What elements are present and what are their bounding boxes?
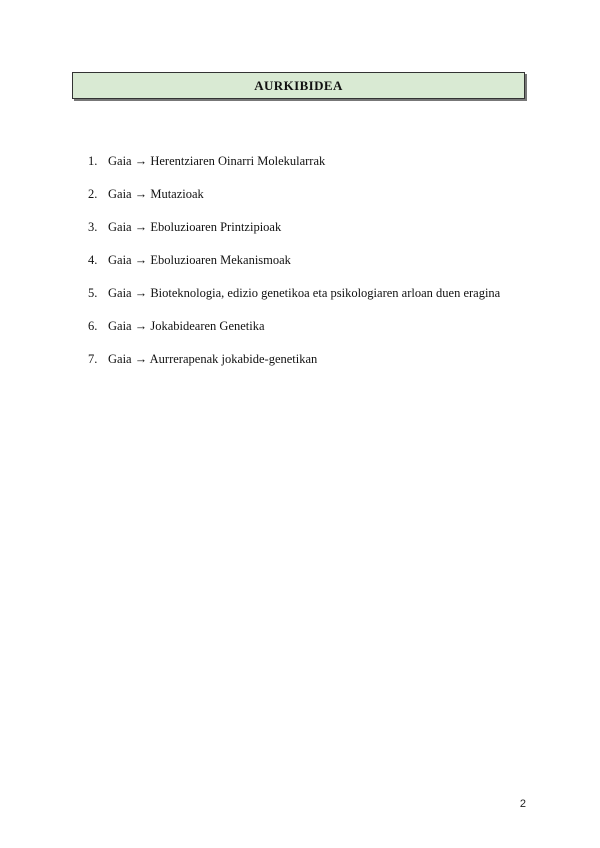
page-title: AURKIBIDEA bbox=[254, 77, 343, 93]
table-of-contents bbox=[88, 145, 558, 376]
toc-item-number: 1. bbox=[88, 154, 98, 168]
toc-item[interactable] bbox=[88, 244, 558, 277]
toc-item-number: 3. bbox=[88, 220, 98, 234]
toc-item[interactable] bbox=[88, 343, 558, 376]
toc-item-text: Gaia → Herentziaren Oinarri Molekularrak bbox=[108, 154, 326, 168]
toc-item-number: 5. bbox=[88, 286, 98, 300]
toc-item-number: 7. bbox=[88, 352, 98, 366]
toc-item-text: Gaia → Aurrerapenak jokabide-genetikan bbox=[108, 352, 318, 366]
toc-item[interactable] bbox=[88, 178, 558, 211]
page-number: 2 bbox=[519, 798, 526, 810]
title-box bbox=[72, 72, 525, 99]
toc-item[interactable] bbox=[88, 145, 558, 178]
toc-item[interactable] bbox=[88, 277, 558, 310]
toc-item[interactable] bbox=[88, 211, 558, 244]
toc-item-number: 6. bbox=[88, 319, 98, 333]
toc-item-number: 4. bbox=[88, 253, 98, 267]
toc-item-number: 2. bbox=[88, 187, 98, 201]
toc-item-text: Gaia → Jokabidearen Genetika bbox=[108, 319, 265, 333]
toc-item-text: Gaia → Mutazioak bbox=[108, 187, 204, 201]
toc-item-text: Gaia → Bioteknologia, edizio genetikoa eta psikologiaren arloan duen eragina bbox=[108, 286, 501, 300]
toc-item-text: Gaia → Eboluzioaren Printzipioak bbox=[108, 220, 282, 234]
toc-item[interactable] bbox=[88, 310, 558, 343]
toc-item-text: Gaia → Eboluzioaren Mekanismoak bbox=[108, 253, 291, 267]
